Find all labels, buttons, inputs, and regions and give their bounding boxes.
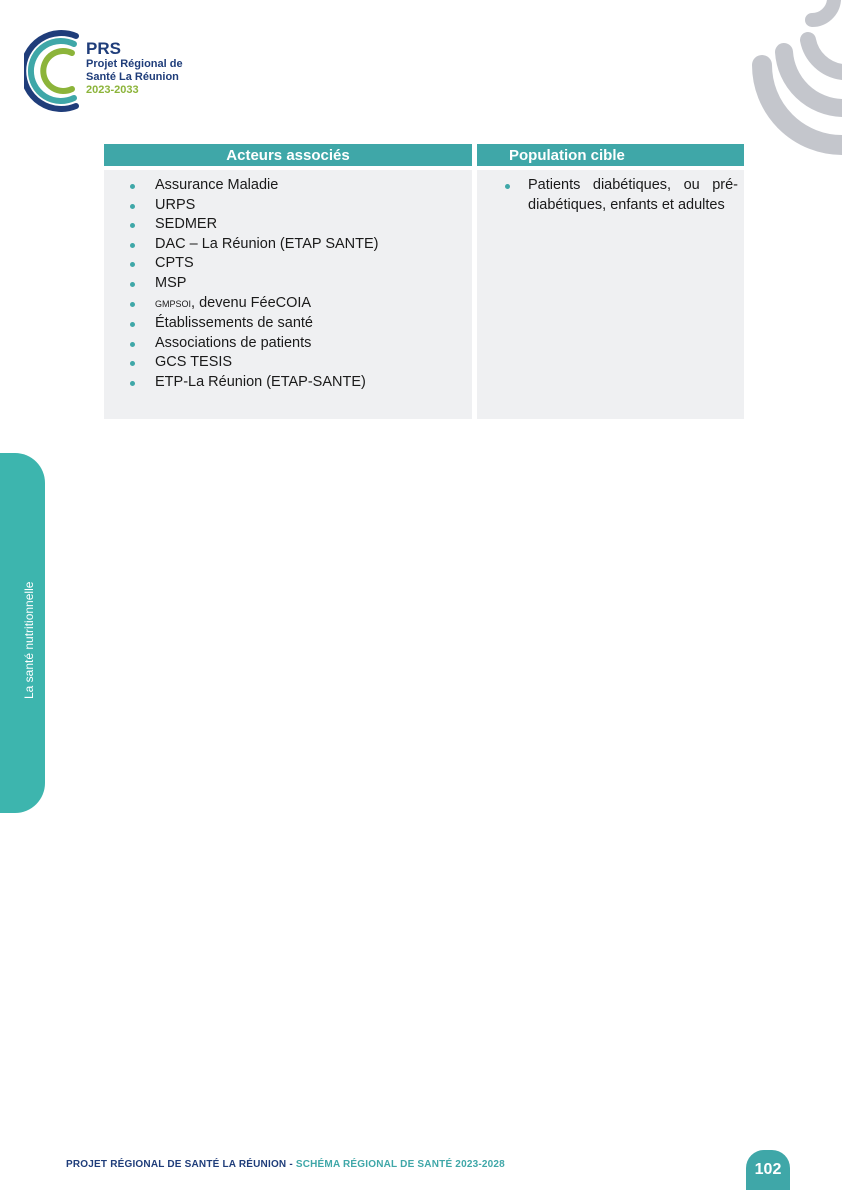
list-item <box>477 176 744 215</box>
section-side-label: La santé nutritionnelle <box>22 581 36 699</box>
list-item <box>104 254 472 274</box>
decorative-arcs <box>692 0 842 160</box>
logo-line3: Santé La Réunion <box>86 71 179 83</box>
acteur-label: DAC – La Réunion (ETAP SANTE) <box>155 235 379 252</box>
acteur-label-small: GMPSOI <box>155 298 192 309</box>
list-item <box>104 373 472 393</box>
bullet-icon <box>130 322 135 327</box>
list-item <box>104 334 472 354</box>
acteur-label: ETP-La Réunion (ETAP-SANTE) <box>155 373 366 390</box>
bullet-icon <box>130 342 135 347</box>
acteur-label: Établissements de santé <box>155 315 313 332</box>
population-cell <box>477 166 744 419</box>
logo-line2: Projet Régional de <box>86 58 183 70</box>
acteurs-cell <box>104 166 477 419</box>
header-population: Population cible <box>477 144 744 166</box>
prs-logo-text <box>86 40 183 97</box>
list-item <box>104 314 472 334</box>
population-label: Patients diabétiques, ou pré-diabétiques, enfants et adultes <box>528 177 738 213</box>
acteur-label-rest: , devenu FéeCOIA <box>191 294 312 311</box>
section-side-tab <box>0 453 45 813</box>
list-item <box>104 274 472 294</box>
acteurs-list <box>104 176 472 393</box>
footer-part2: SCHÉMA RÉGIONAL DE SANTÉ 2023-2028 <box>295 1159 505 1170</box>
bullet-icon <box>130 381 135 386</box>
prs-logo-mark <box>24 28 84 112</box>
list-item <box>104 215 472 235</box>
acteur-label: CPTS <box>155 255 194 272</box>
bullet-icon <box>130 302 135 307</box>
list-item <box>104 353 472 373</box>
bullet-icon <box>130 223 135 228</box>
logo-acronym: PRS <box>86 39 121 58</box>
population-list <box>477 176 744 215</box>
acteur-label: GCS TESIS <box>155 354 233 371</box>
prs-logo <box>24 28 224 112</box>
acteur-label: SEDMER <box>155 216 218 233</box>
acteur-label: URPS <box>155 196 196 213</box>
bullet-icon <box>130 282 135 287</box>
bullet-icon <box>130 361 135 366</box>
list-item <box>104 294 472 315</box>
header-acteurs: Acteurs associés <box>104 144 477 166</box>
list-item <box>104 196 472 216</box>
bullet-icon <box>130 184 135 189</box>
list-item <box>104 235 472 255</box>
acteur-label: Assurance Maladie <box>155 177 279 193</box>
bullet-icon <box>505 184 510 189</box>
bullet-icon <box>130 262 135 267</box>
acteurs-population-table <box>104 144 744 419</box>
bullet-icon <box>130 204 135 209</box>
footer-part1: PROJET RÉGIONAL DE SANTÉ LA RÉUNION - <box>66 1159 296 1170</box>
logo-years: 2023-2033 <box>86 84 139 96</box>
page-number: 102 <box>746 1150 790 1190</box>
acteur-label: MSP <box>155 274 187 291</box>
acteur-label: Associations de patients <box>155 334 312 351</box>
bullet-icon <box>130 243 135 248</box>
footer-title <box>66 1159 505 1170</box>
list-item <box>104 176 472 196</box>
